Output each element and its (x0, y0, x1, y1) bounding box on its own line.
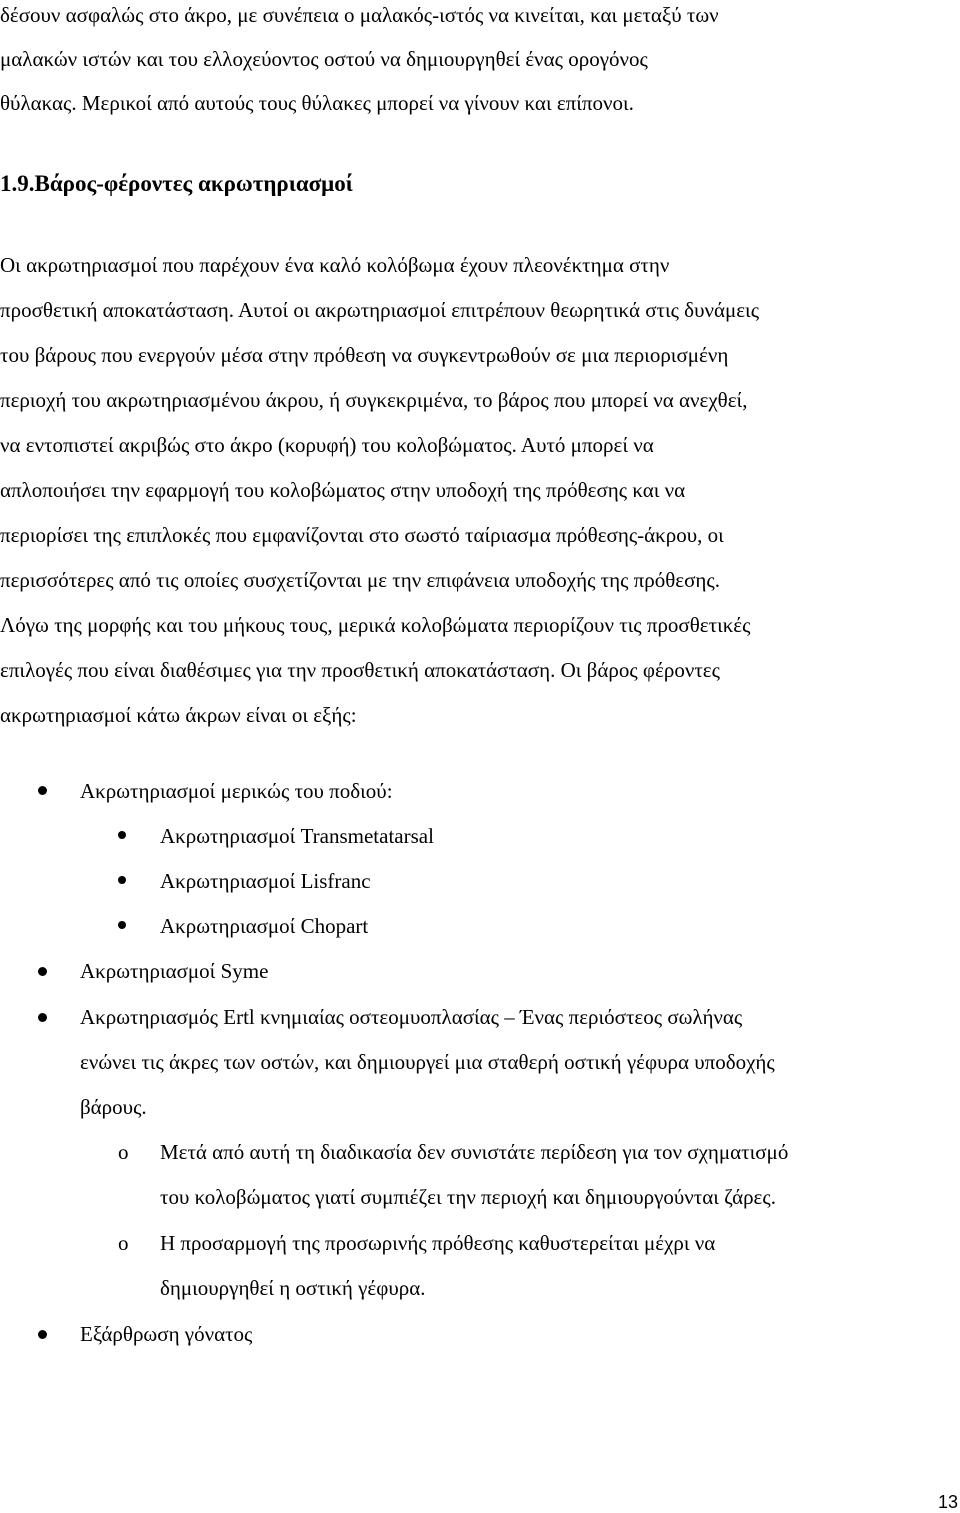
paragraph-line-6: απλοποιήσει την εφαρμογή του κολοβώματος στην υποδοχή της πρόθεσης και να (0, 478, 686, 502)
paragraph-line-9: Λόγω της μορφής και του μήκους τους, μερικά κολοβώματα περιορίζουν τις προσθετικές (0, 613, 751, 637)
bullet-icon (38, 1330, 47, 1339)
circle-bullet-icon: o (118, 1140, 129, 1164)
paragraph-line-10: επιλογές που είναι διαθέσιμες για την προσθετική αποκατάσταση. Οι βάρος φέροντες (0, 658, 720, 682)
intro-line-1: δέσουν ασφαλώς στο άκρο, με συνέπεια ο μαλακός-ιστός να κινείται, και μεταξύ των (0, 3, 719, 27)
paragraph-line-3: του βάρους που ενεργούν μέσα στην πρόθεση να συγκεντρωθούν σε μια περιορισμένη (0, 343, 729, 367)
bullet-icon (118, 921, 126, 929)
paragraph-line-4: περιοχή του ακρωτηριασμένου άκρου, ή συγκεκριμένα, το βάρος που μπορεί να ανεχθεί, (0, 388, 748, 412)
intro-line-3: θύλακας. Μερικοί από αυτούς τους θύλακες μπορεί να γίνουν και επίπονοι. (0, 91, 634, 115)
list-item-syme: Ακρωτηριασμοί Syme (80, 959, 269, 983)
intro-line-2: μαλακών ιστών και του ελλοχεύοντος οστού να δημιουργηθεί ένας ορογόνος (0, 47, 648, 71)
bullet-icon (38, 786, 47, 795)
bullet-icon (118, 876, 126, 884)
list-subitem-transmetatarsal: Ακρωτηριασμοί Transmetatarsal (160, 824, 434, 848)
bullet-icon (38, 967, 47, 976)
bullet-icon (38, 1013, 47, 1022)
paragraph-line-11: ακρωτηριασμοί κάτω άκρων είναι οι εξής: (0, 703, 357, 727)
bullet-icon (118, 831, 126, 839)
note-line-2: του κολοβώματος γιατί συμπιέζει την περιοχή και δημιουργούνται ζάρες. (160, 1185, 776, 1209)
list-item-partial-foot: Ακρωτηριασμοί μερικώς του ποδιού: (80, 779, 393, 803)
list-item-ertl-line-1: Ακρωτηριασμός Ertl κνημιαίας οστεομυοπλασίας – Ένας περιόστεος σωλήνας (80, 1005, 743, 1029)
note-line-4: δημιουργηθεί η οστική γέφυρα. (160, 1276, 426, 1300)
list-item-ertl-line-3: βάρους. (80, 1095, 147, 1119)
paragraph-line-1: Οι ακρωτηριασμοί που παρέχουν ένα καλό κολόβωμα έχουν πλεονέκτημα στην (0, 253, 670, 277)
note-line-1: Μετά από αυτή τη διαδικασία δεν συνιστάτε περίδεση για τον σχηματισμό (160, 1140, 789, 1164)
paragraph-line-5: να εντοπιστεί ακριβώς στο άκρο (κορυφή) του κολοβώματος. Αυτό μπορεί να (0, 433, 654, 457)
circle-bullet-icon: o (118, 1231, 129, 1255)
list-subitem-chopart: Ακρωτηριασμοί Chopart (160, 914, 369, 938)
paragraph-line-8: περισσότερες από τις οποίες συσχετίζονται με την επιφάνεια υποδοχής της πρόθεσης. (0, 568, 720, 592)
list-item-ertl-line-2: ενώνει τις άκρες των οστών, και δημιουργεί μια σταθερή οστική γέφυρα υποδοχής (80, 1050, 775, 1074)
section-heading: 1.9.Βάρος-φέροντες ακρωτηριασμοί (0, 171, 353, 196)
list-item-knee-disarticulation: Εξάρθρωση γόνατος (80, 1322, 253, 1346)
list-subitem-lisfranc: Ακρωτηριασμοί Lisfranc (160, 869, 371, 893)
page-number: 13 (937, 1492, 958, 1512)
note-line-3: Η προσαρμογή της προσωρινής πρόθεσης καθυστερείται μέχρι να (160, 1231, 716, 1255)
paragraph-line-2: προσθετική αποκατάσταση. Αυτοί οι ακρωτηριασμοί επιτρέπουν θεωρητικά στις δυνάμεις (0, 298, 760, 322)
paragraph-line-7: περιορίσει της επιπλοκές που εμφανίζονται στο σωστό ταίριασμα πρόθεσης-άκρου, οι (0, 523, 724, 547)
